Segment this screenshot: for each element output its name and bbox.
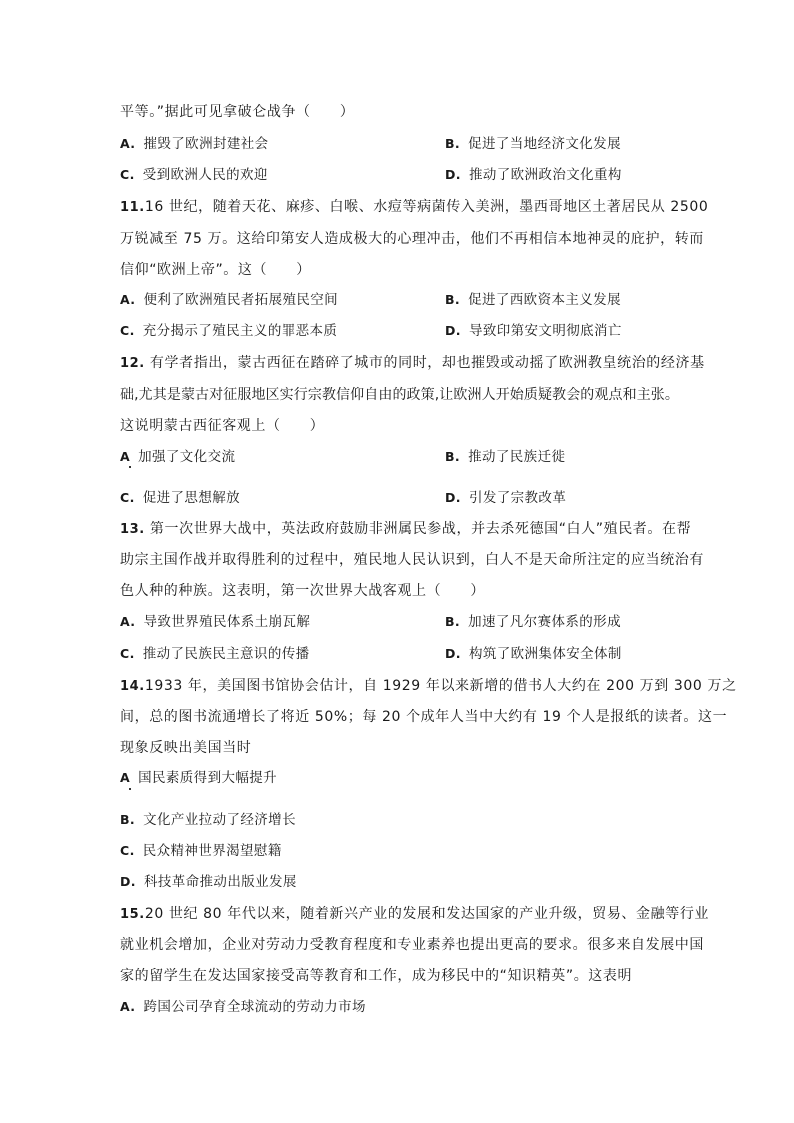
option-key: C. [120,646,135,661]
q10-option-d [445,166,622,184]
option-text: 导致世界殖民体系土崩瓦解 [143,614,311,630]
question-number: 14. [120,679,145,694]
option-text: 摧毁了欧洲封建社会 [143,136,269,152]
q13-option-d [445,645,622,663]
option-text: 加速了凡尔赛体系的形成 [468,614,621,630]
question-10-tail: 平等。”据此可见拿破仑战争（ ） [120,104,355,120]
question-14-line-2: 间，总的图书流通增长了将近 50%；每 20 个成年人当中大约有 19 个人是报纸的读者。这一 [120,709,728,725]
option-key: A [120,449,131,464]
question-13-line-2: 助宗主国作战并取得胜利的过程中，殖民地人民认识到，白人不是天命所注定的应当统治有 [120,552,704,568]
option-text: 导致印第安文明彻底消亡 [468,323,622,339]
q10-option-b [445,135,621,153]
question-text: 20 世纪 80 年代以来，随着新兴产业的发展和发达国家的产业升级，贸易、金融等行业 [144,906,710,922]
option-text: 促进了西欧资本主义发展 [468,292,621,308]
option-key: D. [445,323,461,338]
option-key: D. [120,874,136,889]
question-14-line-3: 现象反映出美国当时 [120,740,252,756]
q11-option-d [445,322,622,340]
question-number: 15. [120,907,145,922]
option-key: A. [120,292,136,307]
q14-option-d [120,873,297,891]
option-key: A [120,770,131,785]
option-text: 推动了民族民主意识的传播 [142,646,310,662]
option-key: C. [120,490,135,505]
option-text: 促进了思想解放 [142,490,241,506]
question-13-line-3: 色人种的种族。这表明，第一次世界大战客观上（ ） [120,583,485,599]
q12-option-d [445,489,566,507]
option-key: D. [445,646,461,661]
question-11-line-3: 信仰“欧洲上帝”。这（ ） [120,262,311,278]
option-text: 受到欧洲人民的欢迎 [142,167,268,183]
q11-option-c [120,322,337,340]
option-text: 促进了当地经济文化发展 [468,136,621,152]
q11-option-b [445,291,621,309]
q14-option-c [120,842,282,860]
question-12-line-1 [120,354,705,373]
option-key: B. [445,292,461,307]
option-key: B. [445,614,461,629]
scan-dot [129,466,131,468]
option-key: B. [445,449,461,464]
q10-option-a [120,135,269,153]
question-15-line-1 [120,905,709,924]
option-key: D. [445,167,461,182]
q14-option-b [120,811,296,829]
option-text: 跨国公司孕育全球流动的劳动力市场 [143,999,366,1015]
option-key: D. [445,490,461,505]
question-number: 13. [120,522,145,537]
option-key: C. [120,167,135,182]
scan-dot [129,788,131,790]
question-number: 12. [120,356,145,371]
option-text: 推动了欧洲政治文化重构 [468,167,622,183]
q13-option-a [120,613,310,631]
option-key: A. [120,999,136,1014]
option-key: C. [120,323,135,338]
q12-option-a [120,448,235,466]
option-text: 加强了文化交流 [138,449,236,465]
q12-option-b [445,448,565,466]
option-key: B. [120,812,136,827]
q12-option-c [120,489,240,507]
question-11-line-1 [120,198,708,217]
q10-option-c [120,166,268,184]
option-text: 推动了民族迁徙 [468,449,566,465]
question-12-line-2: 础,尤其是蒙古对征服地区实行宗教信仰自由的政策,让欧洲人开始质疑教会的观点和主张。 [120,387,679,403]
option-text: 充分揭示了殖民主义的罪恶本质 [142,323,338,339]
option-key: C. [120,843,135,858]
question-15-line-3: 家的留学生在发达国家接受高等教育和工作，成为移民中的“知识精英”。这表明 [120,968,633,984]
option-text: 民众精神世界渴望慰籍 [142,843,282,859]
option-text: 国民素质得到大幅提升 [138,770,278,786]
q15-option-a [120,998,366,1016]
question-11-line-2: 万锐减至 75 万。这给印第安人造成极大的心理冲击，他们不再相信本地神灵的庇护，转而 [120,231,704,247]
q13-option-c [120,645,310,663]
option-text: 便利了欧洲殖民者拓展殖民空间 [143,292,339,308]
q11-option-a [120,291,338,309]
question-12-line-3: 这说明蒙古西征客观上（ ） [120,418,325,434]
question-text: 16 世纪，随着天花、麻疹、白喉、水痘等病菌传入美洲，墨西哥地区土著居民从 2500 [144,199,709,215]
question-text: 第一次世界大战中，英法政府鼓励非洲属民参战，并去杀死德国“白人”殖民者。在帮 [149,521,692,537]
option-text: 科技革命推动出版业发展 [143,874,297,890]
option-key: A. [120,614,136,629]
question-text: 1933 年，美国图书馆协会估计，自 1929 年以来新增的借书人大约在 200 万到 300 万之 [144,678,737,694]
option-text: 文化产业拉动了经济增长 [143,812,296,828]
question-13-line-1 [120,520,691,539]
question-14-line-1 [120,677,737,696]
option-text: 引发了宗教改革 [468,490,567,506]
option-text: 构筑了欧洲集体安全体制 [468,646,622,662]
option-key: B. [445,136,461,151]
question-number: 11. [120,200,145,215]
q13-option-b [445,613,621,631]
option-key: A. [120,136,136,151]
question-text: 有学者指出，蒙古西征在踏碎了城市的同时，却也摧毁或动摇了欧洲教皇统治的经济基 [149,355,705,371]
q14-option-a [120,769,277,787]
question-15-line-2: 就业机会增加，企业对劳动力受教育程度和专业素养也提出更高的要求。很多来自发展中国 [120,937,704,953]
